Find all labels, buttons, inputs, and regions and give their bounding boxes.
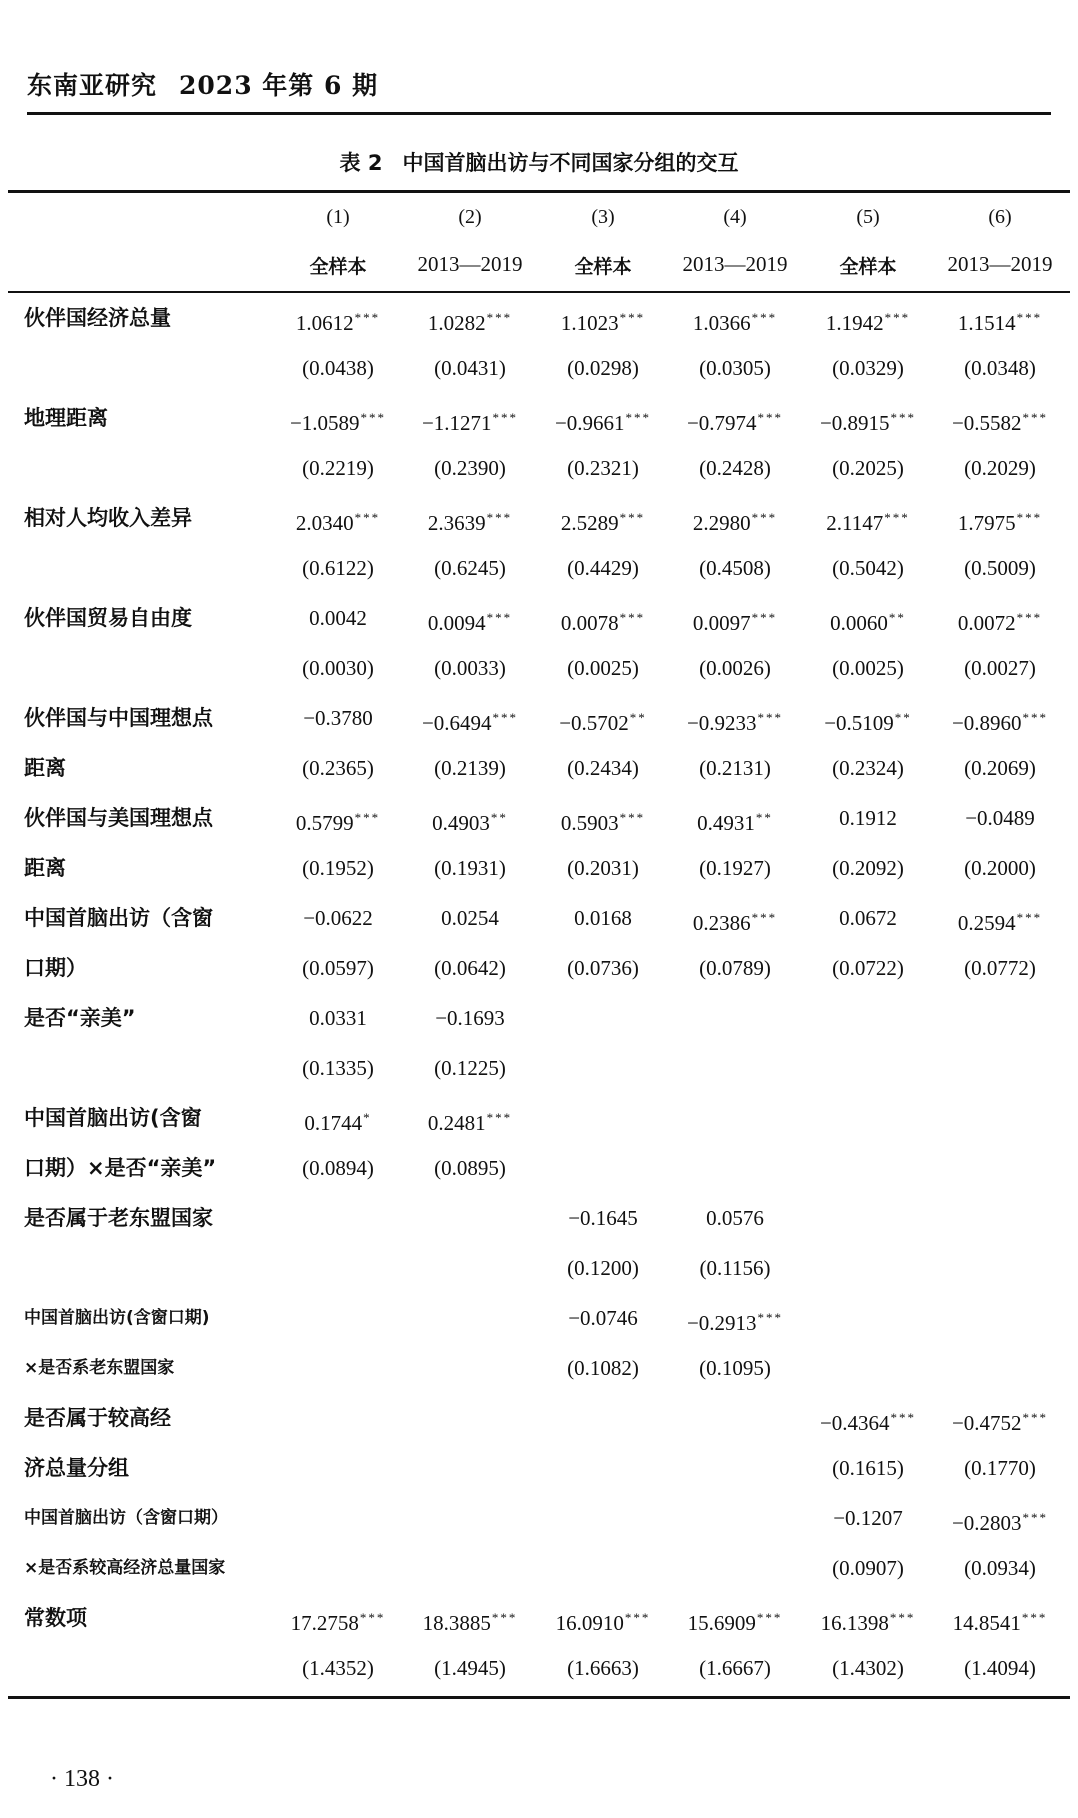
table-cell: (0.2000) [964, 856, 1036, 880]
table-cell: (0.2219) [302, 456, 374, 480]
table-row [0, 743, 1078, 793]
table-cell: 0.5903*** [560, 810, 646, 835]
column-number: (4) [723, 206, 747, 228]
table-row [0, 893, 1078, 943]
column-number: (2) [458, 206, 482, 228]
table-cell: 2.3639*** [427, 510, 513, 535]
significance-stars: *** [1016, 510, 1043, 525]
table-cell: (0.0772) [964, 956, 1036, 980]
significance-stars: *** [889, 1610, 916, 1625]
row-label: 口期） [24, 956, 87, 980]
table-row [0, 543, 1078, 593]
significance-stars: *** [354, 310, 381, 325]
significance-stars: *** [757, 410, 784, 425]
row-label: 是否属于较高经 [24, 1406, 171, 1430]
table-row [0, 493, 1078, 543]
significance-stars: *** [359, 1610, 386, 1625]
table-cell: (1.4094) [964, 1656, 1036, 1680]
header-rule [27, 112, 1051, 115]
table-row [0, 393, 1078, 443]
table-cell: (0.2434) [567, 756, 639, 780]
significance-stars: *** [354, 810, 381, 825]
significance-stars: ** [894, 710, 912, 725]
table-cell: −0.2913*** [686, 1310, 784, 1335]
significance-stars: *** [1022, 1410, 1049, 1425]
table-caption [0, 147, 1078, 177]
table-cell: 15.6909*** [687, 1610, 783, 1635]
table-cell: (0.2131) [699, 756, 771, 780]
row-label: 伙伴国与中国理想点 [24, 706, 213, 730]
row-label: 济总量分组 [24, 1456, 129, 1480]
table-cell: (0.0789) [699, 956, 771, 980]
table-cell: 0.0576 [706, 1206, 764, 1230]
table-cell: −0.2803*** [951, 1510, 1049, 1535]
row-label: ×是否系老东盟国家 [24, 1358, 175, 1378]
table-cell: 0.0072*** [957, 610, 1043, 635]
row-label: 距离 [24, 756, 66, 780]
significance-stars: *** [757, 1310, 784, 1325]
table-row [0, 1543, 1078, 1593]
table-title: 中国首脑出访与不同国家分组的交互 [402, 151, 739, 175]
table-row [0, 1643, 1078, 1693]
table-cell: (0.0027) [964, 656, 1036, 680]
table-cell: 1.0612*** [295, 310, 381, 335]
table-cell: 0.2594*** [957, 910, 1043, 935]
significance-stars: * [363, 1110, 372, 1125]
table-bottom-rule [8, 1696, 1070, 1699]
row-label: 地理距离 [24, 406, 108, 430]
table-cell: (0.2031) [567, 856, 639, 880]
significance-stars: *** [486, 510, 513, 525]
significance-stars: ** [629, 710, 647, 725]
table-cell: (0.0305) [699, 356, 771, 380]
table-row [0, 443, 1078, 493]
table-cell: (0.0597) [302, 956, 374, 980]
significance-stars: *** [360, 410, 387, 425]
table-cell: (0.1225) [434, 1056, 506, 1080]
table-row [0, 793, 1078, 843]
significance-stars: *** [757, 710, 784, 725]
table-cell: (0.0907) [832, 1556, 904, 1580]
row-label: 距离 [24, 856, 66, 880]
table-row [0, 943, 1078, 993]
table-cell: −1.1271*** [421, 410, 519, 435]
table-cell: 17.2758*** [290, 1610, 386, 1635]
table-row [0, 1593, 1078, 1643]
table-row [0, 1043, 1078, 1093]
significance-stars: ** [888, 610, 906, 625]
significance-stars: *** [624, 1610, 651, 1625]
table-cell: (0.2025) [832, 456, 904, 480]
row-label: 伙伴国与美国理想点 [24, 806, 213, 830]
table-row [0, 1243, 1078, 1293]
table-cell: 1.0366*** [692, 310, 778, 335]
table-cell: −0.4364*** [819, 1410, 917, 1435]
table-cell: 0.0094*** [427, 610, 513, 635]
table-row [0, 1193, 1078, 1243]
table-cell: (0.0431) [434, 356, 506, 380]
table-cell: (0.4429) [567, 556, 639, 580]
row-label: 中国首脑出访(含窗口期) [24, 1308, 210, 1328]
table-cell: (0.0026) [699, 656, 771, 680]
row-label: 口期）×是否“亲美” [24, 1156, 217, 1180]
table-cell: 0.0097*** [692, 610, 778, 635]
table-cell: −0.6494*** [421, 710, 519, 735]
column-sample: 全样本 [574, 256, 632, 278]
table-cell: −0.0746 [568, 1306, 638, 1330]
significance-stars: *** [1022, 1510, 1049, 1525]
table-cell: (0.0934) [964, 1556, 1036, 1580]
table-cell: 0.0672 [839, 906, 897, 930]
table-cell: (0.0030) [302, 656, 374, 680]
table-row [0, 693, 1078, 743]
significance-stars: *** [619, 810, 646, 825]
table-cell: (0.1095) [699, 1356, 771, 1380]
table-cell: (0.2029) [964, 456, 1036, 480]
table-cell: (1.6667) [699, 1656, 771, 1680]
row-label: 是否属于老东盟国家 [24, 1206, 213, 1230]
table-cell: (0.5042) [832, 556, 904, 580]
table-cell: −0.9233*** [686, 710, 784, 735]
table-cell: (0.2428) [699, 456, 771, 480]
table-cell: (0.0894) [302, 1156, 374, 1180]
table-row [0, 1293, 1078, 1343]
column-sample: 全样本 [839, 256, 897, 278]
table-cell: (0.2365) [302, 756, 374, 780]
table-cell: −0.4752*** [951, 1410, 1049, 1435]
table-cell: (0.6122) [302, 556, 374, 580]
table-cell: 0.5799*** [295, 810, 381, 835]
table-cell: −0.0622 [303, 906, 373, 930]
table-row [0, 1093, 1078, 1143]
table-cell: (1.4352) [302, 1656, 374, 1680]
significance-stars: *** [486, 310, 513, 325]
table-cell: (0.1952) [302, 856, 374, 880]
table-cell: (0.1927) [699, 856, 771, 880]
row-label: 常数项 [24, 1606, 87, 1630]
column-sample: 2013—2019 [947, 252, 1053, 276]
table-row [0, 993, 1078, 1043]
table-cell: 0.2481*** [427, 1110, 513, 1135]
table-cell: 0.4931** [697, 810, 773, 835]
significance-stars: *** [890, 1410, 917, 1425]
significance-stars: *** [751, 310, 778, 325]
issue-label: 2023 年第 6 期 [179, 71, 379, 100]
row-label: 中国首脑出访（含窗 [24, 906, 213, 930]
table-cell: (0.0033) [434, 656, 506, 680]
table-row [0, 343, 1078, 393]
table-cell: (0.2139) [434, 756, 506, 780]
table-cell: (0.1615) [832, 1456, 904, 1480]
table-row [0, 1443, 1078, 1493]
table-cell: (0.2321) [567, 456, 639, 480]
table-cell: (1.4945) [434, 1656, 506, 1680]
significance-stars: *** [492, 410, 519, 425]
significance-stars: *** [884, 510, 910, 525]
table-cell: 1.1514*** [957, 310, 1043, 335]
table-cell: 1.1942*** [825, 310, 911, 335]
table-cell: (0.4508) [699, 556, 771, 580]
column-number: (6) [988, 206, 1012, 228]
significance-stars: *** [354, 510, 381, 525]
row-label: 相对人均收入差异 [24, 506, 192, 530]
table-cell: (0.2069) [964, 756, 1036, 780]
table-cell: 0.2386*** [692, 910, 778, 935]
significance-stars: ** [755, 810, 773, 825]
table-cell: −0.7974*** [686, 410, 784, 435]
significance-stars: *** [625, 410, 652, 425]
journal-name: 东南亚研究 [27, 71, 158, 100]
table-cell: (0.0438) [302, 356, 374, 380]
significance-stars: *** [486, 610, 513, 625]
table-cell: (0.0642) [434, 956, 506, 980]
significance-stars: *** [1021, 1610, 1048, 1625]
table-cell: −1.0589*** [289, 410, 387, 435]
significance-stars: *** [756, 1610, 783, 1625]
table-row [0, 593, 1078, 643]
table-cell: 0.1744* [304, 1110, 372, 1135]
table-row [0, 843, 1078, 893]
table-cell: −0.1693 [435, 1006, 505, 1030]
row-label: 中国首脑出访(含窗 [24, 1106, 202, 1130]
table-cell: (0.1156) [699, 1256, 771, 1280]
table-row [0, 1343, 1078, 1393]
column-sample: 2013—2019 [682, 252, 788, 276]
table-cell: 0.0168 [574, 906, 632, 930]
table-cell: 2.5289*** [560, 510, 646, 535]
significance-stars: *** [619, 610, 646, 625]
row-label: 是否“亲美” [24, 1006, 136, 1030]
table-cell: −0.5109** [824, 710, 912, 735]
table-cell: 18.3885*** [422, 1610, 518, 1635]
table-cell: (0.1335) [302, 1056, 374, 1080]
table-cell: (0.2390) [434, 456, 506, 480]
row-label: 伙伴国贸易自由度 [24, 606, 192, 630]
table-cell: 0.0331 [309, 1006, 367, 1030]
table-cell: −0.5582*** [951, 410, 1049, 435]
significance-stars: *** [491, 1610, 518, 1625]
column-number: (1) [326, 206, 350, 228]
table-cell: (0.0025) [832, 656, 904, 680]
table-cell: (0.2092) [832, 856, 904, 880]
significance-stars: *** [1016, 610, 1043, 625]
table-top-rule [8, 190, 1070, 193]
column-number: (3) [591, 206, 615, 228]
table-cell: (0.1200) [567, 1256, 639, 1280]
table-cell: 1.1023*** [560, 310, 646, 335]
column-number: (5) [856, 206, 880, 228]
table-cell: 0.1912 [839, 806, 897, 830]
significance-stars: *** [619, 510, 646, 525]
table-cell: −0.5702** [559, 710, 647, 735]
significance-stars: ** [490, 810, 508, 825]
table-cell: (0.0298) [567, 356, 639, 380]
table-cell: −0.8915*** [819, 410, 917, 435]
table-number: 表 2 [339, 151, 383, 175]
table-cell: 0.0060** [830, 610, 906, 635]
table-cell: −0.9661*** [554, 410, 652, 435]
table-cell: 0.0078*** [560, 610, 646, 635]
table-row [0, 1393, 1078, 1443]
table-cell: (1.4302) [832, 1656, 904, 1680]
significance-stars: *** [890, 410, 917, 425]
table-cell: 0.0254 [441, 906, 499, 930]
column-sample: 全样本 [309, 256, 367, 278]
significance-stars: *** [1022, 710, 1049, 725]
table-cell: (0.0736) [567, 956, 639, 980]
row-label: 中国首脑出访（含窗口期） [24, 1508, 228, 1528]
significance-stars: *** [492, 710, 519, 725]
significance-stars: *** [1016, 910, 1043, 925]
table-cell: (0.2324) [832, 756, 904, 780]
table-cell: 0.4903** [432, 810, 508, 835]
table-row [0, 293, 1078, 343]
significance-stars: *** [1016, 310, 1043, 325]
significance-stars: *** [619, 310, 646, 325]
table-row [0, 643, 1078, 693]
row-label: ×是否系较高经济总量国家 [24, 1558, 226, 1578]
table-cell: −0.1645 [568, 1206, 638, 1230]
table-cell: −0.8960*** [951, 710, 1049, 735]
table-cell: (0.0348) [964, 356, 1036, 380]
page-number: · 138 · [50, 1766, 114, 1792]
significance-stars: *** [751, 610, 778, 625]
running-head [27, 66, 378, 102]
table-cell: 1.0282*** [427, 310, 513, 335]
table-cell: 16.0910*** [555, 1610, 651, 1635]
significance-stars: *** [884, 310, 911, 325]
table-cell: (0.5009) [964, 556, 1036, 580]
table-cell: 1.7975*** [957, 510, 1043, 535]
table-row [0, 1493, 1078, 1543]
table-cell: 2.0340*** [295, 510, 381, 535]
significance-stars: *** [1022, 410, 1049, 425]
table-cell: 0.0042 [309, 606, 367, 630]
table-cell: −0.0489 [965, 806, 1035, 830]
significance-stars: *** [751, 910, 778, 925]
table-cell: (0.1770) [964, 1456, 1036, 1480]
table-cell: 16.1398*** [820, 1610, 916, 1635]
table-cell: −0.3780 [303, 706, 373, 730]
table-cell: (1.6663) [567, 1656, 639, 1680]
table-cell: −0.1207 [833, 1506, 903, 1530]
table-cell: (0.6245) [434, 556, 506, 580]
table-cell: 2.2980*** [692, 510, 778, 535]
table-cell: 2.1147*** [826, 510, 910, 535]
row-label: 伙伴国经济总量 [24, 306, 171, 330]
table-cell: (0.0895) [434, 1156, 506, 1180]
significance-stars: *** [486, 1110, 513, 1125]
table-cell: (0.0722) [832, 956, 904, 980]
column-sample: 2013—2019 [417, 252, 523, 276]
table-cell: (0.0025) [567, 656, 639, 680]
table-cell: (0.0329) [832, 356, 904, 380]
table-cell: (0.1082) [567, 1356, 639, 1380]
table-row [0, 1143, 1078, 1193]
table-cell: 14.8541*** [952, 1610, 1048, 1635]
significance-stars: *** [751, 510, 778, 525]
table-cell: (0.1931) [434, 856, 506, 880]
